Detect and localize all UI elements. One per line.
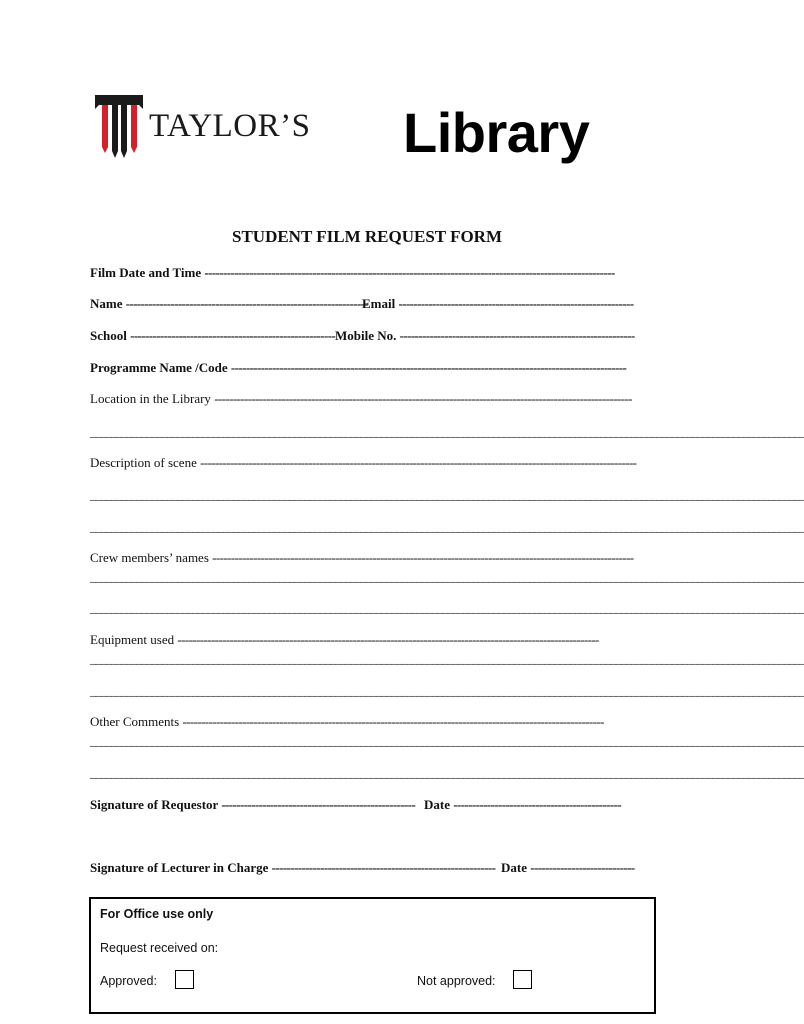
mobile-field[interactable]: Mobile No. --------------------------------------------------------------- <box>335 328 635 343</box>
location-field[interactable]: Location in the Library ---------------------------------------------------------------------------------------------------------------- <box>90 391 632 406</box>
comments-label: Other Comments <box>90 714 180 729</box>
requestor-date-field[interactable]: Date --------------------------------------------- <box>424 797 622 812</box>
requestor-date-label: Date <box>424 797 450 812</box>
email-label: Email <box>362 296 396 311</box>
library-heading: Library <box>403 101 590 164</box>
name-label: Name <box>90 296 123 311</box>
comments-line-1[interactable]: ____________________________________________________________________________________________________________________________________________ <box>90 733 804 748</box>
not-approved-label: Not approved: <box>417 974 496 988</box>
taylors-logo <box>95 95 315 159</box>
crew-line-1[interactable]: ____________________________________________________________________________________________________________________________________________ <box>90 569 804 584</box>
programme-label: Programme Name /Code <box>90 360 228 375</box>
location-line[interactable]: ____________________________________________________________________________________________________________________________________________ <box>90 424 804 439</box>
lecturer-date-label: Date <box>501 860 527 875</box>
equipment-line-1[interactable]: ____________________________________________________________________________________________________________________________________________ <box>90 651 804 666</box>
email-field[interactable]: Email --------------------------------------------------------------- <box>362 296 634 311</box>
office-heading: For Office use only <box>100 907 214 921</box>
school-label: School <box>90 328 127 343</box>
crew-line-2[interactable]: ____________________________________________________________________________________________________________________________________________ <box>90 600 804 615</box>
approved-checkbox[interactable] <box>175 970 194 989</box>
description-label: Description of scene <box>90 455 197 470</box>
taylors-crest-icon <box>95 95 145 159</box>
lecturer-signature-field[interactable]: Signature of Lecturer in Charge ------------------------------------------------------------ <box>90 860 496 875</box>
mobile-label: Mobile No. <box>335 328 397 343</box>
logo-wordmark: TAYLOR’S <box>149 108 311 144</box>
requestor-signature-label: Signature of Requestor <box>90 797 219 812</box>
lecturer-signature-label: Signature of Lecturer in Charge <box>90 860 269 875</box>
film-date-time-label: Film Date and Time <box>90 265 202 280</box>
request-received-label: Request received on: <box>100 941 219 955</box>
not-approved-checkbox[interactable] <box>513 970 532 989</box>
comments-line-2[interactable]: ____________________________________________________________________________________________________________________________________________ <box>90 765 804 780</box>
lecturer-date-field[interactable]: Date ---------------------------- <box>501 860 635 875</box>
equipment-line-2[interactable]: ____________________________________________________________________________________________________________________________________________ <box>90 683 804 698</box>
crew-label: Crew members’ names <box>90 550 209 565</box>
programme-field[interactable]: Programme Name /Code ---------------------------------------------------------------------------------------------------------- <box>90 360 627 375</box>
office-use-box <box>89 897 656 1014</box>
name-field[interactable]: Name ----------------------------------------------------------------- <box>90 296 369 311</box>
description-field[interactable]: Description of scene --------------------------------------------------------------------------------------------------------------------- <box>90 455 637 470</box>
form-title: STUDENT FILM REQUEST FORM <box>232 227 502 246</box>
description-line-2[interactable]: ____________________________________________________________________________________________________________________________________________ <box>90 519 804 534</box>
requestor-signature-field[interactable]: Signature of Requestor ---------------------------------------------------- <box>90 797 416 812</box>
film-date-time-field[interactable]: Film Date and Time -------------------------------------------------------------------------------------------------------------- <box>90 265 615 280</box>
location-label: Location in the Library <box>90 391 211 406</box>
description-line-1[interactable]: ____________________________________________________________________________________________________________________________________________ <box>90 487 804 502</box>
approved-label: Approved: <box>100 974 157 988</box>
equipment-field[interactable]: Equipment used ----------------------------------------------------------------------------------------------------------------- <box>90 632 599 647</box>
equipment-label: Equipment used <box>90 632 175 647</box>
comments-field[interactable]: Other Comments ----------------------------------------------------------------------------------------------------------------- <box>90 714 604 729</box>
school-field[interactable]: School ------------------------------------------------------- <box>90 328 336 343</box>
crew-field[interactable]: Crew members’ names ----------------------------------------------------------------------------------------------------------------- <box>90 550 634 565</box>
